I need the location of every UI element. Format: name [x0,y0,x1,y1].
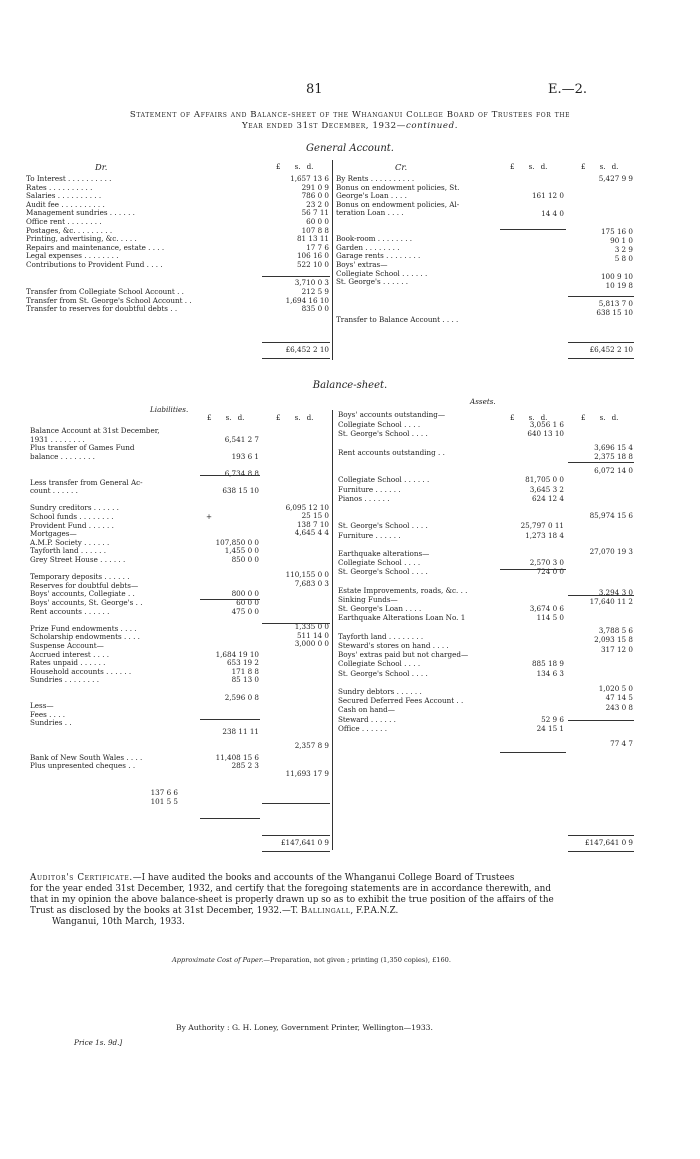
ga-debit-value: 81 13 11 [296,234,329,244]
ga-debit-total-rule-top [262,342,330,343]
bs-asset-line: Collegiate School . . . . . . [338,475,430,485]
bs-asset-value: 2,570 3 0 [529,558,564,568]
bs-liability-value: 850 0 0 [231,555,259,564]
bs-liability-line: balance . . . . . . . . [30,451,95,461]
ga-debit-value: 522 10 0 [296,259,329,269]
bs-asset-total-value: 85,974 15 6 [589,511,633,521]
ga-left-col-heads: £ s. d. [276,162,314,171]
bs-liab-col2-rule [262,623,330,624]
bs-asset-total-value: 1,020 5 0 [598,684,633,694]
ga-debit-value: 23 2 0 [306,199,329,209]
bs-liability-value: 107,850 0 0 [215,537,259,547]
bs-asset-line: St. George's School . . . . [338,567,428,577]
ga-debit-transfer-value: 212 5 9 [301,287,329,296]
bs-liability-value: 193 6 1 [231,451,259,461]
bs-liability-value: 85 13 0 [231,675,259,685]
bs-asset-col2-rule [568,462,634,463]
bs-asset-line: Boys' accounts outstanding— [338,410,446,419]
printer-authority: By Authority : G. H. Loney, Government Printer, Wellington—1933. [176,1023,433,1032]
ga-debit-line: Printing, advertising, &c. . . . . [26,234,137,244]
balance-sheet-title: Balance-sheet. [312,380,388,391]
bs-liability-line: Tayforth land . . . . . . [30,546,107,556]
bs-liability-total-value: 7,683 0 3 [294,579,329,589]
ga-debit-line: To Interest . . . . . . . . . . [26,174,112,183]
cost-label: Approximate Cost of Paper. [172,956,264,964]
ga-credit-line: By Rents . . . . . . . . . . [336,174,415,183]
bs-asset-line: Furniture . . . . . . [338,530,401,540]
ga-debit-transfer-line: Transfer from St. George's School Account . . [26,295,192,305]
ga-credit-line: St. George's . . . . . . [336,277,409,287]
bs-asset-total-value: 2,375 18 8 [594,452,633,462]
bs-liability-line: Boys' accounts, Collegiate . . [30,589,135,599]
bs-liability-line: Sundry creditors . . . . . . [30,503,119,513]
bs-asset-col1-rule [500,569,566,570]
bs-asset-line: Rent accounts outstanding . . [338,447,445,457]
bs-liability-line: Fees . . . . [30,709,66,719]
bs-asset-line: Pianos . . . . . . [338,493,390,503]
bs-asset-line: Secured Deferred Fees Account . . [338,696,464,706]
bs-asset-total-value: 6,072 14 0 [594,466,633,476]
bs-liability-value: 638 15 10 [222,486,259,496]
ga-credit-outer-value: 5,427 9 9 [598,174,633,183]
bs-liab-total: £147,641 0 9 [280,838,329,847]
document-title-line2 [0,121,700,131]
ga-credit-line: Garage rents . . . . . . . . [336,251,421,261]
bs-asset-total-rule-top [568,835,634,836]
bs-mortgage-rule [200,599,260,600]
ga-credit-outer-value: 10 19 8 [605,281,633,290]
ga-credit-line [336,218,506,227]
page-number: 81 [306,82,323,97]
ga-debit-subtotal-rule [262,276,330,277]
report-reference: E.—2. [548,82,588,97]
bs-asset-line: Office . . . . . . [338,723,387,733]
bs-less-value: 137 6 6 [150,788,178,797]
debit-label: Dr. [95,162,108,172]
bs-liab-total-rule-bottom [262,851,330,852]
ga-credit-outer-value: 90 1 0 [610,236,633,245]
bs-liability-value: 60 0 0 [236,598,259,607]
auditor-certificate-label: Auditor's Certificate. [30,873,133,883]
ga-credit-items [336,175,506,287]
bs-asset-line: Collegiate School . . . . [338,659,421,669]
bs-liability-line: Boys' accounts, St. George's . . [30,598,143,607]
cost-text: —Preparation, not given ; printing (1,350 copies), £160. [263,956,451,964]
ga-credit-line: teration Loan . . . . [336,208,404,218]
ga-debit-total: £6,452 2 10 [285,345,329,354]
bs-liability-total-value: 3,000 0 0 [294,639,329,649]
general-account-title: General Account. [306,143,394,154]
bs-plus-mark: + [206,512,213,521]
bs-liability-line: Provident Fund . . . . . . [30,520,114,530]
bs-liability-value: 285 2 3 [231,761,259,771]
bs-asset-line: St. George's School . . . . [338,521,428,531]
ga-credit-inner-value: 161 12 0 [531,191,564,200]
bs-asset-total-value: 77 4 7 [610,739,633,749]
bs-liability-total-value: 25 15 0 [301,511,329,521]
bs-asset-total-rule-bottom [568,851,634,852]
bs-asset-value: 25,797 0 11 [520,521,564,531]
bs-liability-line: Plus transfer of Games Fund [30,443,135,453]
bs-asset-value: 134 6 3 [536,668,564,678]
bs-asset-line: Furniture . . . . . . [338,484,401,494]
auditor-line3: that in my opinion the above balance-sheet is properly drawn up so as to exhibit the true position of the affairs of the [30,895,554,905]
bs-liability-line: Balance Account at 31st December, [30,426,160,435]
bs-liability-line: 1931 . . . . . . . . [30,434,85,444]
bs-asset-line: Earthquake Alterations Loan No. 1 [338,613,466,623]
ga-credit-line: Bonus on endowment policies, St. [336,182,460,192]
bs-liability-value: 2,596 0 8 [224,692,259,702]
bs-liability-value: 6,734 8 8 [224,469,259,478]
ga-debit-value: 291 0 9 [301,182,329,192]
ga-debit-line: Postages, &c. . . . . . . . . [26,225,113,235]
bs-asset-line: St. George's Loan . . . . [338,604,422,614]
ga-debit-line: Rates . . . . . . . . . . [26,182,93,192]
bs-liability-value: 171 8 8 [231,666,259,676]
bs-liability-line: Accrued interest . . . . [30,649,110,659]
bs-liability-value: 800 0 0 [231,589,259,599]
bs-liability-line: Prize Fund endowments . . . . [30,623,137,633]
ga-credit-total: £6,452 2 10 [589,345,633,354]
document-title-line1: Statement of Affairs and Balance-sheet of the Whanganui College Board of Trustees for the [129,110,571,120]
bs-liability-total-value: 6,095 12 10 [285,502,329,512]
bs-liability-value: 238 11 11 [222,727,259,736]
ga-debit-values [262,175,329,270]
bs-liability-total-value: 138 7 10 [296,519,329,529]
bs-asset-col2-rule-2 [568,595,634,596]
ga-credit-inner-rule [500,229,566,230]
bs-liability-total-value: 11,693 17 9 [285,769,329,779]
auditor-line1-text: —I have audited the books and accounts of the Whanganui College Board of Trustees [132,873,515,883]
price: Price 1s. 9d.] [74,1038,123,1047]
bs-liability-value: 1,455 0 0 [224,546,259,556]
bs-divider [332,410,333,850]
bs-asset-line: Steward . . . . . . [338,714,396,724]
bs-liability-value: 6,541 2 7 [224,434,259,444]
bs-liab-col1-heads: £ s. d. [207,413,245,422]
ga-debit-transfer-line: Transfer from Collegiate School Account . . [26,287,184,296]
bs-asset-total-value: 47 14 5 [605,693,633,703]
auditor-line4 [30,906,398,916]
ga-credit-outer-value: 638 15 10 [596,308,633,317]
ga-debit-transfer-value: 835 0 0 [301,304,329,314]
ga-credit-line: Bonus on endowment policies, Al- [336,199,460,209]
ga-credit-outer-value: 175 16 0 [600,227,633,236]
ga-credit-outer-value: 5 8 0 [614,254,633,263]
bs-asset-value: 81,705 0 0 [525,475,564,485]
auditor-place-date: Wanganui, 10th March, 1933. [52,917,185,927]
bs-liability-line: Household accounts . . . . . . [30,666,132,676]
bs-asset-value: 24 15 1 [536,723,564,733]
ga-debit-line: Management sundries . . . . . . [26,208,135,218]
bs-liability-total-value: 511 14 0 [296,630,329,640]
bs-asset-line: Boys' extras paid but not charged— [338,650,469,660]
ga-credit-total-rule-top [568,342,634,343]
bs-asset-col2-heads: £ s. d. [581,413,619,422]
title-continued-text: continued. [405,121,459,131]
bs-asset-line: St. George's School . . . . [338,429,428,439]
ga-debit-line: Legal expenses . . . . . . . . [26,251,119,261]
ga-right-outer-col-heads: £ s. d. [581,162,619,171]
ga-credit-line: Garden . . . . . . . . [336,242,400,252]
bs-liability-value: 1,684 19 10 [215,649,259,659]
bs-liability-line: Mortgages— [30,529,77,539]
auditor-qualification: , F.P.A.N.Z. [350,906,399,916]
auditor-line2: for the year ended 31st December, 1932, and certify that the foregoing statements are in accordance therewith, and [30,884,551,894]
ga-credit-outer-value: 100 9 10 [600,272,633,281]
bs-asset-total-value: 27,070 19 3 [589,547,633,557]
bs-liability-total-value: 110,155 0 0 [285,570,329,580]
auditor-name: Ballingall [300,906,351,916]
ga-credit-line: George's Loan . . . . [336,191,407,201]
bs-asset-total-value: 243 0 8 [605,702,633,712]
bs-liability-line: Sundries . . . . . . . . [30,675,100,685]
ga-credit-inner-value: 14 4 0 [541,209,564,218]
bs-asset-total-value: 17,640 11 2 [589,596,633,606]
bs-liab-total-rule-top [262,835,330,836]
auditor-line4-text: Trust as disclosed by the books at 31st December, 1932.—T. [30,906,301,916]
ga-debit-value: 786 0 0 [301,191,329,201]
bs-liability-line: Plus unpresented cheques . . [30,761,136,771]
bs-asset-line: Sinking Funds— [338,595,398,604]
bs-liability-line: Scholarship endowments . . . . [30,632,140,642]
ga-right-inner-col-heads: £ s. d. [510,162,548,171]
bs-asset-value: 624 12 4 [531,493,564,503]
liabilities-label: Liabilities. [150,405,189,414]
bs-liability-line: School funds . . . . . . . . [30,512,114,521]
ga-credit-outer-value: 3 2 9 [614,245,633,254]
bs-asset-value: 724 0 0 [536,567,564,577]
title-year-text: Year ended 31st December, 1932— [241,121,406,131]
ga-debit-value: 107 8 8 [301,225,329,235]
bs-asset-line: Steward's stores on hand . . . . [338,641,449,650]
bs-asset-value: 885 18 9 [531,659,564,669]
bs-less-value: 101 5 5 [150,796,178,806]
bs-liability-line: Temporary deposits . . . . . . [30,572,130,582]
bs-liability-line: Rent accounts . . . . . . [30,606,110,616]
bs-asset-line: Sundry debtors . . . . . . [338,687,422,696]
ga-debit-value: 60 0 0 [306,216,329,226]
bs-asset-line: Collegiate School . . . . [338,420,421,430]
bs-liability-value: 11,408 15 6 [215,752,259,762]
ga-credit-line: Book-room . . . . . . . . [336,234,413,244]
bs-asset-col1-rule-2 [500,752,566,753]
bs-liability-line: Less— [30,701,54,711]
ga-debit-value: 56 7 11 [301,208,329,218]
bs-liab-col2-rule-2 [262,803,330,804]
bs-liability-line: Sundries . . [30,718,72,728]
bs-asset-value: 3,645 3 2 [529,484,564,494]
ga-credit-transfer-line: Transfer to Balance Account . . . . [336,315,459,324]
ga-debit-line: Repairs and maintenance, estate . . . . [26,242,165,252]
bs-liability-total-value: 2,357 8 9 [294,740,329,750]
ga-debit-line: Audit fee . . . . . . . . . . [26,199,105,209]
ga-debit-line: Contributions to Provident Fund . . . . [26,259,163,269]
ga-credit-subtotal-rule [568,296,634,297]
bs-asset-total-value: 2,093 15 8 [594,635,633,645]
ga-credit-outer-value: 5,813 7 0 [598,299,633,308]
bs-asset-value: 3,674 0 6 [529,604,564,614]
cost-of-paper [172,956,451,965]
bs-suspense-rule [200,719,260,720]
bs-asset-line: Collegiate School . . . . [338,558,421,568]
ga-credit-total-rule-bottom [568,358,634,359]
bs-liab-subtotal-rule [200,475,260,476]
bs-liab-col2-heads: £ s. d. [276,413,314,422]
ga-debit-line: Salaries . . . . . . . . . . [26,191,102,201]
bs-asset-line: Estate Improvements, roads, &c. . . [338,585,468,595]
ga-debit-transfer-values [262,288,329,314]
ga-debit-value: 106 16 0 [296,251,329,261]
bs-asset-value: 114 5 0 [536,613,564,623]
bs-asset-total-value: 3,788 5 6 [598,626,633,636]
bs-liability-line: Less transfer from General Ac- [30,477,143,487]
bs-asset-line: Earthquake alterations— [338,549,430,558]
bs-liability-total-value: 1,335 0 0 [294,622,329,632]
bs-asset-value: 640 13 10 [527,429,564,439]
auditor-line1 [30,873,514,883]
bs-asset-line: Tayforth land . . . . . . . . [338,631,424,641]
bs-liability-line: Grey Street House . . . . . . [30,555,126,564]
bs-asset-col2-rule-3 [568,720,634,721]
ga-debit-transfer-value: 1,694 16 10 [285,295,329,305]
ga-debit-subtotal: 3,710 0 3 [294,278,329,287]
bs-liability-line: A.M.P. Society . . . . . . [30,537,110,547]
ga-credit-line: Boys' extras— [336,259,388,269]
bs-liability-line: count . . . . . . [30,486,78,496]
bs-liability-total-value: 4,645 4 4 [294,528,329,538]
assets-label: Assets. [470,397,496,406]
bs-asset-total-value: 317 12 0 [600,644,633,654]
ga-debit-line: Office rent . . . . . . . . [26,216,102,226]
bs-asset-total-value: 3,294 3 0 [598,587,633,597]
bs-liability-line: Reserves for doubtful debts— [30,580,139,590]
bs-liability-line: Bank of New South Wales . . . . [30,752,143,762]
bs-asset-value: 52 9 6 [541,714,564,724]
ga-divider [332,160,333,360]
ga-credit-line: Collegiate School . . . . . . [336,268,428,278]
bs-asset-total-value: 3,696 15 4 [594,443,633,453]
ga-debit-value: 17 7 6 [306,242,329,252]
bs-asset-total: £147,641 0 9 [584,838,633,847]
bs-asset-col1-heads: £ s. d. [510,413,548,422]
bs-bank-rule [200,818,260,819]
ga-debit-total-rule-bottom [262,358,330,359]
bs-liability-line: Rates unpaid . . . . . . [30,658,106,668]
credit-label: Cr. [395,162,408,172]
bs-asset-value: 3,056 1 6 [529,420,564,430]
ga-debit-transfers [26,288,261,314]
bs-liability-value: 653 19 2 [226,658,259,668]
bs-liability-value: 475 0 0 [231,606,259,616]
ga-debit-transfer-line: Transfer to reserves for doubtful debts . . [26,304,178,314]
ga-debit-items [26,175,256,270]
bs-asset-line: St. George's School . . . . [338,668,428,678]
bs-asset-line: Cash on hand— [338,705,395,715]
bs-liability-line: Suspense Account— [30,641,104,650]
ga-debit-value: 1,657 13 6 [290,174,329,183]
bs-asset-value: 1,273 18 4 [525,530,564,540]
